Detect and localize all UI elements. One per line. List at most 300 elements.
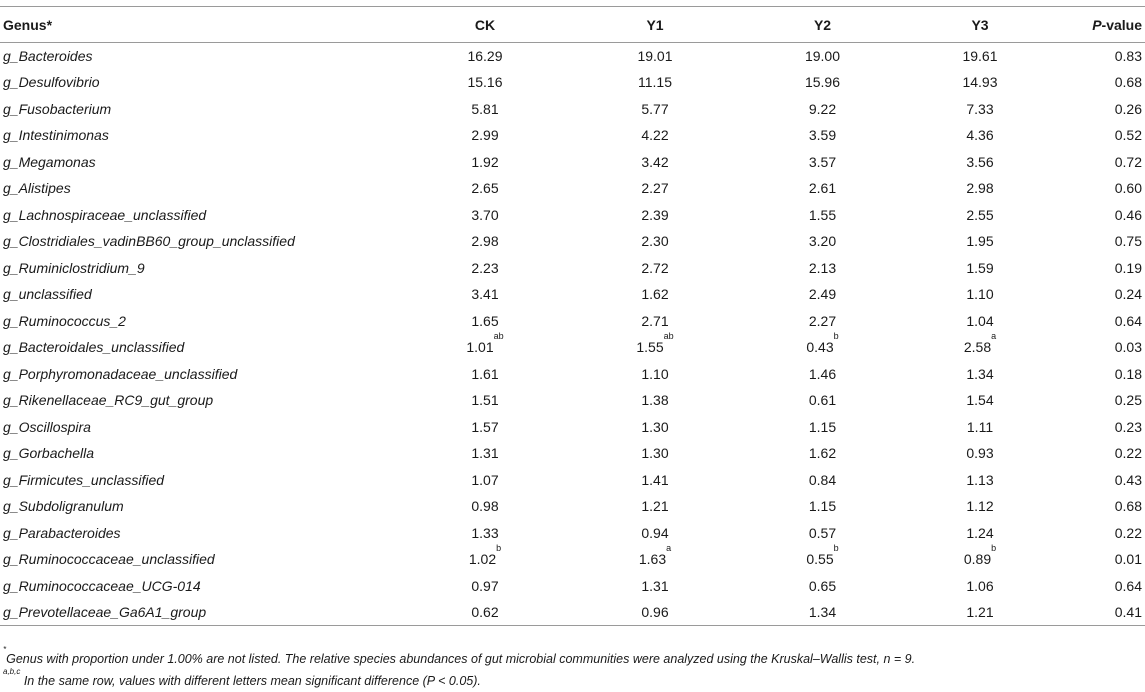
cell-p-value-value: 0.60 [1114, 180, 1142, 197]
cell-ck-value: 15.16 [467, 74, 503, 91]
cell-y3 [905, 175, 1055, 202]
cell-y2 [740, 43, 905, 70]
footnote-1 [3, 645, 916, 666]
cell-ck-value: 16.29 [467, 48, 503, 64]
cell-y1 [570, 543, 740, 573]
cell-genus [0, 573, 400, 600]
table-row [0, 149, 1145, 176]
cell-ck-value: 1.02 [468, 551, 497, 568]
cell-y1 [570, 43, 740, 70]
cell-y3-value: 2.98 [966, 180, 994, 197]
cell-y1 [570, 599, 740, 626]
cell-ck [400, 96, 570, 123]
cell-genus [0, 149, 400, 176]
cell-y1 [570, 228, 740, 255]
table-row [0, 43, 1145, 70]
cell-ck [400, 175, 570, 202]
cell-ck [400, 202, 570, 229]
cell-genus [0, 255, 400, 282]
table-row [0, 334, 1145, 361]
cell-ck [400, 255, 570, 282]
cell-ck-value: 2.23 [471, 259, 499, 276]
cell-y2 [740, 281, 905, 308]
table-body [0, 43, 1145, 626]
header-p-suffix: -value [1101, 16, 1142, 33]
cell-y1 [570, 331, 740, 361]
cell-ck-value: 1.01 [466, 339, 494, 356]
cell-y2 [740, 440, 905, 467]
footnote-1-text: Genus with proportion under 1.00% are not listed. The relative species abundances of gut microbial communities were analyzed using the Kruskal–Wallis test, n = 9. [6, 652, 916, 666]
cell-y3 [905, 228, 1055, 255]
cell-y1-value: 3.42 [641, 153, 669, 170]
cell-y2-value: 1.55 [808, 206, 837, 223]
cell-y1-value: 1.63 [638, 551, 667, 568]
significance-letter: b [991, 543, 997, 554]
cell-ck-value: 2.99 [471, 127, 499, 144]
cell-y1-value: 19.01 [637, 48, 673, 64]
cell-genus [0, 546, 400, 573]
cell-y3-value: 1.12 [966, 498, 994, 515]
table-row [0, 414, 1145, 441]
cell-p-value [1055, 414, 1145, 441]
cell-y2-value: 9.22 [808, 100, 837, 117]
cell-genus-value: g_Oscillospira [3, 418, 91, 435]
cell-genus [0, 599, 400, 626]
cell-y2 [740, 69, 905, 96]
cell-ck [400, 308, 570, 335]
cell-y1-value: 2.39 [641, 206, 669, 223]
cell-y2-value: 19.00 [804, 48, 841, 64]
cell-y3-value: 2.58 [963, 339, 992, 356]
significance-letter: ab [663, 331, 674, 342]
cell-p-value [1055, 361, 1145, 388]
cell-y3-value: 1.13 [966, 471, 994, 488]
cell-ck [400, 149, 570, 176]
cell-y3-value: 1.34 [966, 365, 994, 382]
table-row [0, 96, 1145, 123]
cell-genus [0, 43, 400, 70]
table-row [0, 202, 1145, 229]
cell-y3 [905, 520, 1055, 547]
cell-p-value-value: 0.03 [1114, 339, 1142, 356]
cell-y3 [905, 331, 1055, 361]
cell-ck [400, 414, 570, 441]
cell-y2 [740, 122, 905, 149]
table-row [0, 387, 1145, 414]
cell-y1-value: 2.30 [641, 233, 669, 250]
table-row [0, 255, 1145, 282]
cell-y3-value: 1.06 [966, 577, 994, 594]
cell-y2 [740, 467, 905, 494]
cell-p-value-value: 0.75 [1114, 233, 1142, 250]
cell-y1-value: 2.72 [641, 259, 669, 276]
cell-ck [400, 281, 570, 308]
cell-y3 [905, 43, 1055, 70]
cell-y3-value: 1.11 [966, 418, 994, 435]
cell-y1 [570, 361, 740, 388]
cell-ck-value: 1.51 [471, 392, 499, 409]
table-row [0, 599, 1145, 626]
cell-ck [400, 361, 570, 388]
cell-p-value-value: 0.68 [1114, 498, 1142, 515]
cell-genus [0, 308, 400, 335]
cell-y3 [905, 122, 1055, 149]
cell-y3 [905, 202, 1055, 229]
cell-y2-value: 1.15 [808, 498, 837, 515]
cell-genus-value: g_Rikenellaceae_RC9_gut_group [3, 392, 214, 409]
footnote-2 [3, 667, 481, 688]
cell-ck-value: 0.97 [471, 577, 499, 594]
cell-ck [400, 122, 570, 149]
cell-y3 [905, 69, 1055, 96]
cell-y2 [740, 414, 905, 441]
cell-ck-value: 3.70 [471, 206, 499, 223]
cell-y1-value: 1.62 [641, 286, 669, 303]
cell-p-value-value: 0.64 [1114, 312, 1142, 329]
cell-p-value [1055, 43, 1145, 70]
cell-p-value [1055, 96, 1145, 123]
cell-y1-value: 5.77 [641, 100, 669, 117]
cell-y2 [740, 228, 905, 255]
cell-y1 [570, 175, 740, 202]
cell-genus-value: g_Megamonas [3, 153, 96, 170]
cell-y2 [740, 308, 905, 335]
table-row [0, 308, 1145, 335]
cell-ck [400, 440, 570, 467]
cell-ck-value: 1.57 [471, 418, 499, 435]
cell-genus [0, 69, 400, 96]
cell-ck [400, 69, 570, 96]
cell-y2 [740, 331, 905, 361]
cell-genus [0, 281, 400, 308]
cell-y2-value: 0.65 [808, 577, 837, 594]
cell-p-value-value: 0.22 [1114, 524, 1142, 541]
cell-p-value [1055, 308, 1145, 335]
cell-ck-value: 1.65 [471, 312, 499, 329]
cell-y3 [905, 96, 1055, 123]
cell-y2 [740, 149, 905, 176]
cell-y2-value: 1.15 [808, 418, 837, 435]
genus-abundance-table [0, 6, 1145, 626]
cell-p-value [1055, 202, 1145, 229]
cell-y1 [570, 149, 740, 176]
cell-y2-value: 0.57 [808, 524, 837, 541]
cell-p-value-value: 0.01 [1114, 551, 1142, 568]
cell-y3 [905, 149, 1055, 176]
cell-p-value [1055, 122, 1145, 149]
cell-ck-value: 1.92 [471, 153, 499, 170]
cell-y3 [905, 467, 1055, 494]
cell-y1 [570, 520, 740, 547]
cell-genus-value: g_Gorbachella [3, 445, 95, 462]
cell-y1 [570, 122, 740, 149]
cell-y3-value: 4.36 [966, 127, 994, 144]
cell-y2-value: 2.13 [808, 259, 837, 276]
cell-y2-value: 2.27 [808, 312, 837, 329]
cell-genus [0, 387, 400, 414]
cell-genus [0, 96, 400, 123]
header-y2: Y2 [740, 7, 905, 43]
cell-ck-value: 5.81 [471, 100, 499, 117]
cell-p-value-value: 0.64 [1114, 577, 1142, 594]
significance-letter: b [833, 331, 839, 342]
cell-p-value [1055, 546, 1145, 573]
cell-genus [0, 228, 400, 255]
cell-y3 [905, 387, 1055, 414]
cell-y2 [740, 520, 905, 547]
cell-genus [0, 520, 400, 547]
cell-p-value-value: 0.43 [1114, 471, 1142, 488]
table-row [0, 440, 1145, 467]
cell-y2-value: 1.62 [808, 445, 837, 462]
cell-ck-value: 1.33 [471, 524, 499, 541]
cell-ck-value: 3.41 [471, 286, 499, 303]
cell-y3-value: 14.93 [962, 74, 998, 91]
table-row [0, 493, 1145, 520]
table-row [0, 520, 1145, 547]
cell-y3-value: 1.04 [966, 312, 994, 329]
cell-y1-value: 1.38 [641, 392, 669, 409]
cell-y3 [905, 543, 1055, 573]
cell-y3-value: 1.10 [966, 286, 994, 303]
cell-y1-value: 4.22 [641, 127, 669, 144]
cell-ck [400, 43, 570, 70]
cell-genus-value: g_Bacteroidales_unclassified [3, 339, 185, 356]
cell-genus [0, 334, 400, 361]
cell-y1-value: 0.96 [641, 604, 669, 620]
cell-genus [0, 440, 400, 467]
cell-p-value [1055, 440, 1145, 467]
cell-y2-value: 0.84 [808, 471, 837, 488]
table-row [0, 69, 1145, 96]
cell-y1 [570, 573, 740, 600]
cell-ck-value: 1.07 [471, 471, 499, 488]
cell-genus-value: g_Ruminococcaceae_UCG-014 [3, 577, 201, 594]
cell-genus [0, 414, 400, 441]
cell-p-value-value: 0.83 [1114, 48, 1142, 64]
footnote-2-text: In the same row, values with different letters mean significant difference (P < 0.05). [20, 674, 481, 688]
cell-y2-value: 3.59 [808, 127, 837, 144]
cell-genus [0, 467, 400, 494]
cell-genus [0, 122, 400, 149]
table-row [0, 281, 1145, 308]
cell-y2 [740, 175, 905, 202]
cell-y3 [905, 361, 1055, 388]
cell-genus-value: g_Alistipes [3, 180, 71, 197]
cell-p-value-value: 0.24 [1114, 286, 1142, 303]
cell-p-value [1055, 175, 1145, 202]
table-row [0, 361, 1145, 388]
cell-genus-value: g_Fusobacterium [3, 100, 112, 117]
cell-y1 [570, 493, 740, 520]
cell-y2 [740, 599, 905, 626]
cell-y1-value: 2.71 [641, 312, 669, 329]
cell-y2-value: 15.96 [804, 74, 841, 91]
cell-ck [400, 599, 570, 626]
cell-genus-value: g_Porphyromonadaceae_unclassified [3, 365, 238, 382]
footnote-1-mark: * [3, 645, 7, 654]
cell-ck [400, 543, 570, 573]
header-y3: Y3 [905, 7, 1055, 43]
cell-genus [0, 361, 400, 388]
header-p-prefix: P [1092, 16, 1102, 33]
cell-y1-value: 1.30 [641, 418, 669, 435]
cell-y2-value: 0.61 [808, 392, 837, 409]
cell-p-value-value: 0.25 [1114, 392, 1142, 409]
cell-y1 [570, 255, 740, 282]
cell-y2-value: 2.49 [808, 286, 837, 303]
footnote-2-mark: a,b,c [3, 667, 21, 676]
cell-ck [400, 573, 570, 600]
cell-y2 [740, 361, 905, 388]
cell-p-value [1055, 493, 1145, 520]
cell-y3-value: 3.56 [966, 153, 994, 170]
cell-y3-value: 1.21 [966, 604, 994, 620]
cell-y3 [905, 281, 1055, 308]
cell-y2-value: 2.61 [808, 180, 837, 197]
cell-genus-value: g_Intestinimonas [3, 127, 109, 144]
cell-y2-value: 1.46 [808, 365, 837, 382]
cell-y1 [570, 414, 740, 441]
cell-genus-value: g_Firmicutes_unclassified [3, 471, 165, 488]
cell-ck-value: 1.61 [471, 365, 499, 382]
cell-y2-value: 0.43 [806, 339, 834, 356]
cell-y3 [905, 573, 1055, 600]
cell-y3 [905, 440, 1055, 467]
cell-p-value-value: 0.19 [1114, 259, 1142, 276]
cell-ck [400, 387, 570, 414]
significance-letter: b [833, 543, 839, 554]
table-row [0, 122, 1145, 149]
cell-p-value-value: 0.41 [1114, 604, 1142, 620]
cell-y2 [740, 493, 905, 520]
cell-genus-value: g_Clostridiales_vadinBB60_group_unclassified [3, 233, 295, 250]
cell-y3 [905, 255, 1055, 282]
cell-y2 [740, 573, 905, 600]
cell-p-value [1055, 228, 1145, 255]
cell-p-value [1055, 387, 1145, 414]
cell-p-value-value: 0.26 [1114, 100, 1142, 117]
cell-y3-value: 1.95 [966, 233, 994, 250]
cell-ck-value: 0.98 [471, 498, 499, 515]
cell-genus-value: g_Prevotellaceae_Ga6A1_group [3, 604, 207, 620]
header-genus: Genus* [0, 7, 400, 43]
table-row [0, 467, 1145, 494]
cell-p-value [1055, 255, 1145, 282]
cell-p-value-value: 0.22 [1114, 445, 1142, 462]
cell-y2-value: 3.20 [808, 233, 837, 250]
cell-y1 [570, 69, 740, 96]
significance-letter: ab [493, 331, 504, 342]
cell-y3 [905, 308, 1055, 335]
significance-letter: b [496, 543, 502, 554]
cell-y3-value: 1.54 [966, 392, 994, 409]
cell-p-value-value: 0.23 [1114, 418, 1142, 435]
cell-ck-value: 2.65 [471, 180, 499, 197]
cell-y3-value: 1.24 [966, 524, 994, 541]
cell-y1-value: 2.27 [641, 180, 669, 197]
cell-y1 [570, 308, 740, 335]
cell-y1-value: 1.31 [641, 577, 669, 594]
cell-p-value [1055, 599, 1145, 626]
cell-p-value [1055, 573, 1145, 600]
cell-p-value [1055, 467, 1145, 494]
cell-ck-value: 2.98 [471, 233, 499, 250]
cell-p-value [1055, 520, 1145, 547]
cell-y3 [905, 493, 1055, 520]
significance-letter: a [991, 331, 997, 342]
table-row [0, 175, 1145, 202]
header-p-value [1055, 7, 1145, 43]
cell-y1-value: 0.94 [641, 524, 669, 541]
cell-p-value-value: 0.46 [1114, 206, 1142, 223]
cell-y2-value: 3.57 [808, 153, 837, 170]
cell-y3-value: 19.61 [962, 48, 998, 64]
cell-y1 [570, 440, 740, 467]
cell-y3-value: 1.59 [966, 259, 994, 276]
cell-genus-value: g_Ruminococcus_2 [3, 312, 126, 329]
cell-y1-value: 1.21 [641, 498, 669, 515]
cell-y2 [740, 543, 905, 573]
cell-p-value-value: 0.52 [1114, 127, 1142, 144]
header-row [0, 7, 1145, 43]
cell-y1 [570, 387, 740, 414]
cell-y1-value: 11.15 [638, 74, 672, 91]
cell-y2 [740, 202, 905, 229]
cell-genus [0, 175, 400, 202]
cell-genus-value: g_unclassified [3, 286, 92, 303]
cell-y1 [570, 467, 740, 494]
cell-y1-value: 1.55 [636, 339, 664, 356]
cell-ck [400, 228, 570, 255]
cell-genus [0, 202, 400, 229]
cell-ck [400, 331, 570, 361]
cell-p-value [1055, 69, 1145, 96]
cell-y3-value: 0.89 [963, 551, 992, 568]
cell-ck [400, 467, 570, 494]
cell-y2-value: 0.55 [806, 551, 834, 568]
cell-y3 [905, 599, 1055, 626]
cell-y1-value: 1.30 [641, 445, 669, 462]
cell-ck-value: 1.31 [471, 445, 499, 462]
cell-ck [400, 520, 570, 547]
cell-y1-value: 1.41 [641, 471, 669, 488]
cell-genus-value: g_Parabacteroides [3, 524, 121, 541]
header-y1: Y1 [570, 7, 740, 43]
cell-y3 [905, 414, 1055, 441]
table-row [0, 546, 1145, 573]
cell-genus-value: g_Subdoligranulum [3, 498, 124, 515]
cell-y2 [740, 96, 905, 123]
cell-genus-value: g_Bacteroides [3, 48, 93, 64]
cell-y3-value: 7.33 [966, 100, 994, 117]
cell-y2 [740, 255, 905, 282]
cell-y1-value: 1.10 [641, 365, 669, 382]
table-row [0, 228, 1145, 255]
cell-y3-value: 0.93 [966, 445, 994, 462]
cell-y3-value: 2.55 [966, 206, 994, 223]
cell-genus-value: g_Desulfovibrio [3, 74, 100, 91]
significance-letter: a [666, 543, 672, 554]
cell-y1 [570, 96, 740, 123]
cell-y2-value: 1.34 [808, 604, 837, 620]
cell-p-value [1055, 334, 1145, 361]
cell-genus [0, 493, 400, 520]
cell-p-value-value: 0.68 [1114, 74, 1142, 91]
cell-p-value [1055, 281, 1145, 308]
cell-ck-value: 0.62 [471, 604, 499, 620]
cell-genus-value: g_Ruminiclostridium_9 [3, 259, 145, 276]
